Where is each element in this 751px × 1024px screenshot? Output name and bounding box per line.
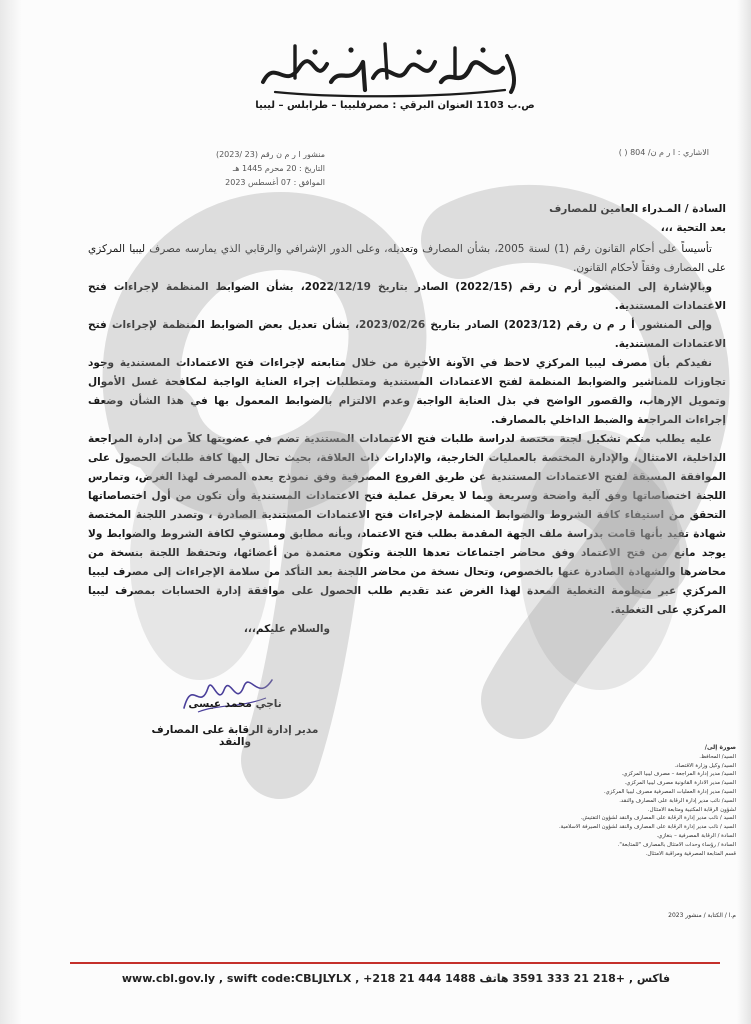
greeting: بعد التحية ،،، [660, 222, 726, 234]
file-reference: م.ا / الكتابة / منشور 2023 [668, 912, 736, 919]
footer-contact: www.cbl.gov.ly , swift code:CBLJLYLX , +218 21 444 1488 فاكس , +218 21 333 3591 هاتف [121, 972, 671, 985]
copies-heading: صورة إلى/ [704, 744, 736, 751]
copy-recipient: لشؤون الرقابة المكتبية ومتابعة الامتثال. [647, 806, 736, 813]
closing: والسلام عليكم،،، [243, 623, 331, 635]
page-shadow-right [737, 0, 751, 1024]
footer-divider [70, 962, 720, 964]
index-reference: الاشاري : ا ر م ن/ 804 ( ) [618, 148, 709, 157]
paragraph-law-basis: تأسيساً على أحكام القانون رقم (1) لسنة 2005، بشأن المصارف وتعديله، وعلى الدور الإشرافي والرقابي الذي يمارسه مصرف ليبيا المركزي على المصارف وفقاً لأحكام القانون. [88, 243, 726, 274]
signatory-title: مدير إدارة الرقابة على المصارف والنقد [151, 724, 319, 748]
circular-number: منشور ا ر م ن رقم (23 /2023) [215, 150, 325, 159]
copy-recipient: السادة / الرقابة المصرفية – بنغازي. [656, 832, 736, 839]
bank-address: ص.ب 1103 العنوان البرقي : مصرفلبيبا – طرابلس – ليبيا [255, 100, 535, 111]
copy-recipient: السيد/ نائب مدير إدارة الرقابة على المصارف والنقد. [619, 797, 736, 804]
paragraph-circular-15: وبالإشارة إلى المنشور أرم ن رقم (2022/15) الصادر بتاريخ 2022/12/19، بشأن الضوابط المنظمة لإجراءات فتح الاعتمادات المستندية. [88, 281, 726, 312]
paragraph-committee-request: عليه يطلب منكم تشكيل لجنة مختصة لدراسة طلبات فتح الاعتمادات المستندية تضم في عضويتها كلاً من إدارة المراجعة الداخلية، الامتثال، والإدارة المختصة بالعمليات الخارجية، والإدارات ذات العلاقة، بحيث تحال إليها كافة طلبات الحصول على الموافقة المسبقة لفتح الاعتمادات المستندية عن طريق الفروع المصرفية وفق نموذج يعده المصرف لهذا الغرض، وتمارس اللجنة اختصاصاتها وفق آلية واضحة وسريعة وبما لا يعرقل عملية فتح الاعتمادات المستندية وأن تكون من أول اختصاصاتها التحقق من استيفاء كافة الشروط والضوابط المنظمة لإجراءات فتح الاعتمادات المستندية الصادرة ، وتصدر اللجنة المختصة شهادة تفيد بأنها قامت بدراسة ملف الجهة المقدمة بطلب فتح الاعتماد، وبأنه مطابق ومستوفٍ لكافة الشروط والضوابط ولا يوجد مانع من فتح الاعتماد وفق محاضر اجتماعات تعدها اللجنة وتكون معتمدة من أعضائها، وتحتفظ اللجنة بنسخة من محاضرها والشهادة الصادرة عنها بالخصوص، وتحال نسخة من محاضر اللجنة بعد التأكد من سلامة الإجراءات إلى مصرف ليبيا المركزي عبر منظومة التغطية المعدة لهذا الغرض عند تقديم طلب الحصول على موافقة إدارة الحسابات بمصرف ليبيا المركزي على التغطية. [88, 433, 726, 616]
date-hijri: التاريخ : 20 محرم 1445 هـ [232, 164, 325, 173]
paragraph-observations: نفيدكم بأن مصرف ليبيا المركزي لاحظ في الآونة الأخيرة من خلال متابعته لإجراءات فتح الاعتمادات المستندية وجود تجاوزات للمناشير والضوابط المنظمة لفتح الاعتمادات المستندية ومتطلبات إجراء العناية الواجبة لمكافحة غسل الأموال وتمويل الإرهاب، والقصور الواضح في بذل العناية الواجبة وعدم الالتزام بالضوابط المعمول بها في هذا الشأن وضعف إجراءات المراجعة والضبط الداخلي بالمصارف. [88, 357, 726, 426]
copy-recipient: السيد / نائب مدير إدارة الرقابة على المصارف والنقد لشؤون الصيرفة الاسلامية. [558, 824, 736, 831]
date-gregorian: الموافق : 07 أغسطس 2023 [225, 178, 325, 187]
paragraph-circular-12: وإلى المنشور أ ر م ن رقم (2023/12) الصادر بتاريخ 2023/02/26، بشأن تعديل بعض الضوابط المنظمة لإجراءات فتح الاعتمادات المستندية. [88, 319, 726, 350]
copy-recipient: السيد/ مدير إدارة المراجعة – مصرف ليبيا المركزي. [621, 771, 736, 778]
salutation: السادة / المـدراء العامين للمصارف [549, 203, 726, 215]
copy-recipient: قسم المتابعة المصرفية ومراقبة الامتثال. [645, 850, 736, 857]
copy-recipient: السيد/ مدير إدارة العمليات المصرفية مصرف ليبيا المركزي. [603, 788, 736, 795]
copies-list [462, 744, 736, 858]
letter-body [88, 200, 726, 639]
copy-recipient: السادة / رؤساء وحدات الامتثال بالمصارف "للمتابعة". [617, 841, 736, 848]
signatory-name: ناجي محمد عيسى [188, 698, 282, 710]
circular-reference [160, 148, 325, 190]
copy-recipient: السيد/ وكيل وزارة الاقتصاد. [674, 762, 736, 769]
copy-recipient: السيد/ مدير الادارة القانونية مصرف ليبيا المركزي. [624, 780, 736, 787]
bank-logo [255, 38, 525, 100]
copy-recipient: السيد/ المحافظ. [699, 753, 736, 760]
page-shadow-left [0, 0, 22, 1024]
copy-recipient: السيد / نائب مدير إدارة الرقابة على المصارف والنقد لشؤون التفتيش. [580, 815, 736, 822]
